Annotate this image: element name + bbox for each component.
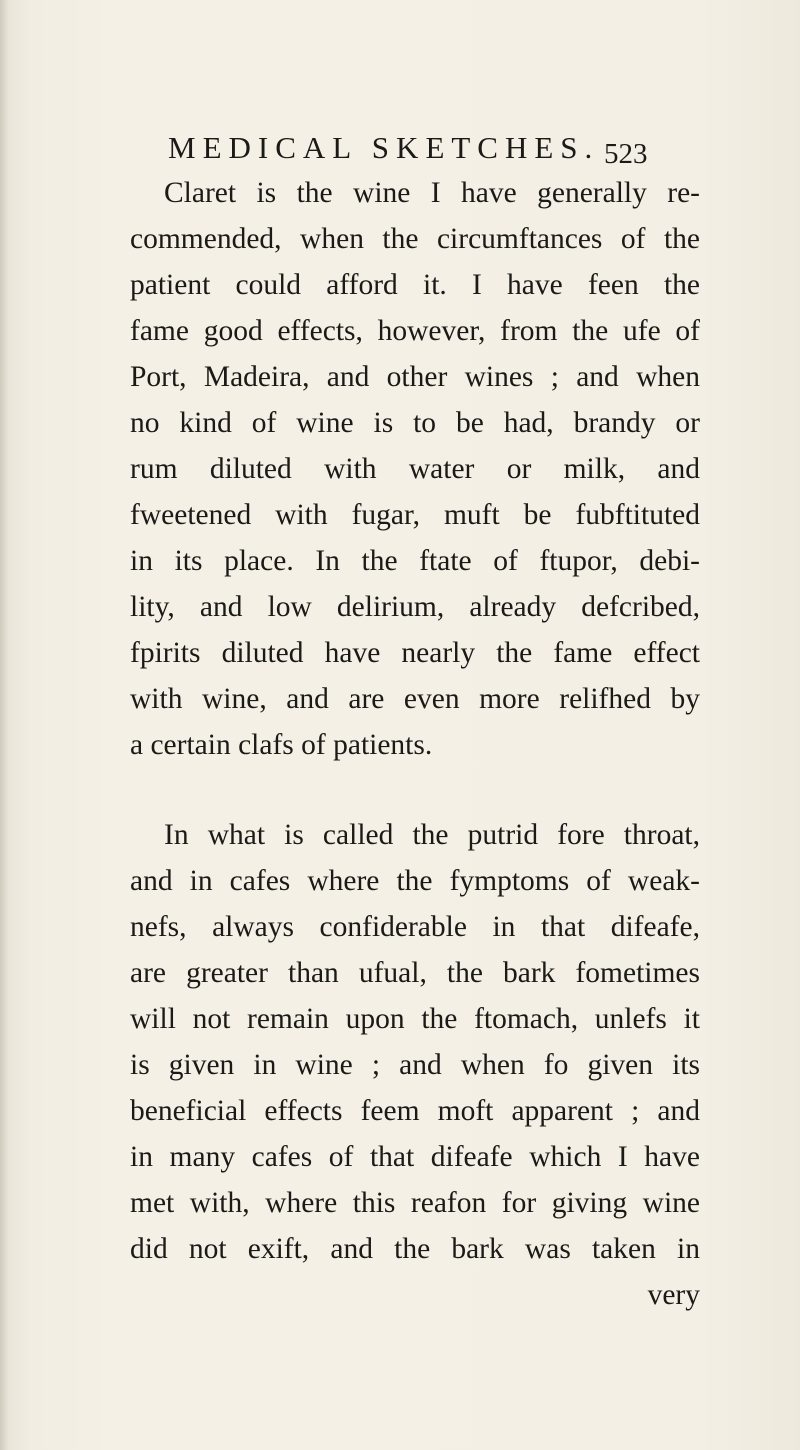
text-line: fpirits diluted have nearly the fame effect [130, 637, 700, 669]
text-line: with wine, and are even more relifhed by [130, 683, 700, 715]
text-line: met with, where this reafon for giving wine [130, 1187, 700, 1219]
text-line: will not remain upon the ftomach, unlefs it [130, 1003, 700, 1035]
text-line: fame good effects, however, from the ufe of [130, 315, 700, 347]
text-line: patient could afford it. I have feen the [130, 269, 700, 301]
text-line: rum diluted with water or milk, and [130, 453, 700, 485]
page-number: 523 [604, 138, 648, 170]
text-line: lity, and low delirium, already defcribed, [130, 591, 700, 623]
paragraph-1 [130, 170, 700, 768]
body-text [130, 170, 700, 1318]
text-line: Port, Madeira, and other wines ; and when [130, 361, 700, 393]
text-line: in many cafes of that difeafe which I have [130, 1141, 700, 1173]
text-line: nefs, always confiderable in that difeafe, [130, 911, 700, 943]
text-line: a certain clafs of patients. [130, 729, 433, 761]
text-line: are greater than ufual, the bark fometimes [130, 957, 700, 989]
catchword: very [647, 1279, 700, 1311]
running-head: MEDICAL SKETCHES. [168, 130, 600, 165]
text-line: did not exift, and the bark was taken in [130, 1233, 700, 1265]
text-line: In what is called the putrid fore throat, [164, 819, 700, 851]
paragraph-2 [130, 812, 700, 1272]
text-line: and in cafes where the fymptoms of weak- [130, 865, 700, 897]
text-line: fweetened with fugar, muft be fubftituted [130, 499, 700, 531]
paragraph-gap [130, 768, 700, 812]
text-line: in its place. In the ftate of ftupor, debi- [130, 545, 700, 577]
text-line: Claret is the wine I have generally re- [164, 177, 700, 209]
text-line: is given in wine ; and when fo given its [130, 1049, 700, 1081]
page-spine-edge [0, 0, 8, 1450]
text-line: commended, when the circumftances of the [130, 223, 700, 255]
text-line: no kind of wine is to be had, brandy or [130, 407, 700, 439]
text-line: beneficial effects feem moft apparent ; and [130, 1095, 700, 1127]
